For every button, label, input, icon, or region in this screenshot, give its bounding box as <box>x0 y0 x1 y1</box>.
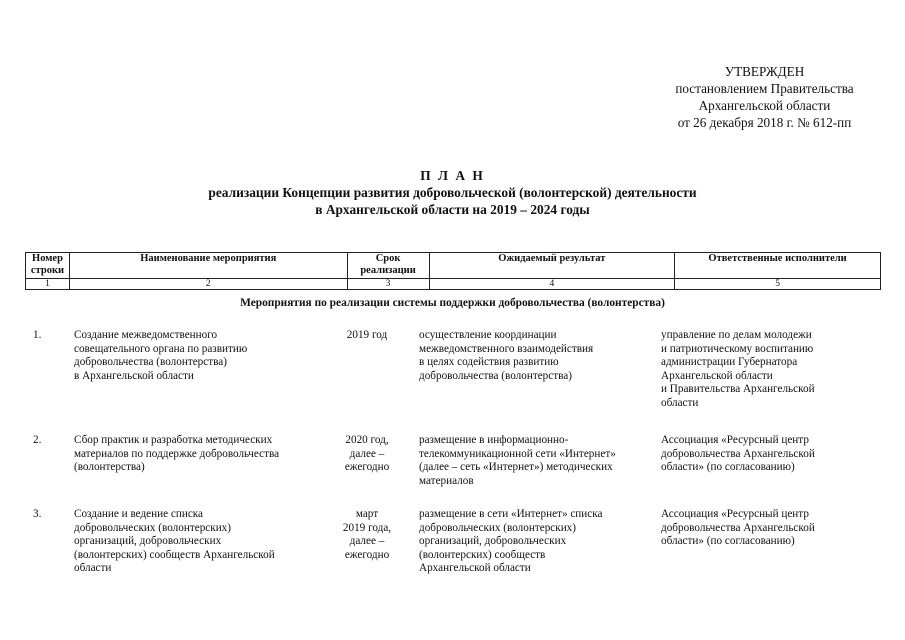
term-line: ежегодно <box>344 548 390 561</box>
executors-cell <box>661 434 876 475</box>
header-term: Срок реализации <box>347 253 429 279</box>
column-number: 2 <box>69 279 347 290</box>
term-line: 2020 год, <box>345 434 389 446</box>
expected-result-cell <box>419 329 654 383</box>
activity-name-line: (волонтерства) <box>74 461 145 473</box>
plan-heading: П Л А Н <box>420 168 485 183</box>
title-line: реализации Концепции развития добровольческой (волонтерской) деятельности <box>208 185 697 200</box>
row-number-line: 3. <box>33 508 42 520</box>
row-number-line: 1. <box>33 329 42 341</box>
expected-result-line: Архангельской области <box>419 562 531 574</box>
executors-line: и Правительства Архангельской <box>661 383 815 395</box>
executors-line: Ассоциация «Ресурсный центр <box>661 434 809 446</box>
expected-result-line: размещение в информационно- <box>419 434 569 446</box>
executors-cell <box>661 329 876 410</box>
expected-result-line: межведомственного взаимодействия <box>419 342 594 355</box>
term-cell <box>328 434 406 475</box>
approval-line: от 26 декабря 2018 г. № 612-пп <box>677 115 852 130</box>
executors-line: области <box>661 396 699 409</box>
term-cell <box>328 329 406 343</box>
header-expected-result: Ожидаемый результат <box>429 253 675 279</box>
executors-line: Ассоциация «Ресурсный центр <box>661 508 809 520</box>
expected-result-line: добровольческих (волонтерских) <box>419 521 576 534</box>
header-row-number: Номер строки <box>26 253 70 279</box>
expected-result-line: телекоммуникационной сети «Интернет» <box>419 447 616 460</box>
expected-result-line: осуществление координации <box>419 329 557 341</box>
executors-line: области» (по согласованию) <box>661 461 795 473</box>
executors-line: управление по делам молодежи <box>661 329 812 341</box>
executors-line: области» (по согласованию) <box>661 535 795 547</box>
term-cell <box>328 508 406 562</box>
activity-name-line: в Архангельской области <box>74 369 194 382</box>
row-number-cell <box>33 329 63 343</box>
activity-name-cell <box>74 434 319 475</box>
expected-result-line: (волонтерских) сообществ <box>419 548 546 561</box>
plan-table-header <box>25 252 881 290</box>
activity-name-line: области <box>74 562 112 574</box>
column-number: 1 <box>26 279 70 290</box>
header-executors: Ответственные исполнители <box>675 253 881 279</box>
term-line: далее – <box>349 535 385 547</box>
term-line: 2019 год <box>346 329 388 341</box>
column-number: 5 <box>675 279 881 290</box>
activity-name-cell <box>74 329 319 383</box>
activity-name-line: Создание межведомственного <box>74 329 218 341</box>
activity-name-line: (волонтерских) сообществ Архангельской <box>74 548 275 561</box>
activity-name-line: Сбор практик и разработка методических <box>74 434 273 446</box>
activity-name-line: Создание и ведение списка <box>74 508 204 520</box>
expected-result-line: добровольчества (волонтерства) <box>419 369 572 382</box>
activity-name-line: добровольческих (волонтерских) <box>74 521 231 534</box>
expected-result-line: размещение в сети «Интернет» списка <box>419 508 603 520</box>
expected-result-line: в целях содействия развитию <box>419 356 559 368</box>
term-line: март <box>355 508 379 520</box>
activity-name-line: материалов по поддержке добровольчества <box>74 447 280 460</box>
executors-cell <box>661 508 876 549</box>
row-number-cell <box>33 508 63 522</box>
term-line: далее – <box>349 447 385 460</box>
activity-name-line: добровольчества (волонтерства) <box>74 356 227 368</box>
activity-name-line: совещательного органа по развитию <box>74 342 248 355</box>
executors-line: добровольчества Архангельской <box>661 521 815 534</box>
row-number-cell <box>33 434 63 448</box>
approval-stamp <box>662 63 867 131</box>
expected-result-line: (далее – сеть «Интернет») методических <box>419 461 613 473</box>
executors-line: добровольчества Архангельской <box>661 447 815 460</box>
column-number: 4 <box>429 279 675 290</box>
section-title: Мероприятия по реализации системы поддержки добровольчества (волонтерства) <box>240 297 665 309</box>
approval-line: постановлением Правительства <box>675 81 854 96</box>
executors-line: Архангельской области <box>661 369 773 382</box>
term-line: ежегодно <box>344 461 390 473</box>
expected-result-cell <box>419 434 654 488</box>
executors-line: администрации Губернатора <box>661 356 798 368</box>
column-number: 3 <box>347 279 429 290</box>
expected-result-line: материалов <box>419 474 474 487</box>
approval-line: Архангельской области <box>698 98 831 113</box>
approval-line: УТВЕРЖДЕН <box>724 64 805 79</box>
expected-result-line: организаций, добровольческих <box>419 535 567 547</box>
executors-line: и патриотическому воспитанию <box>661 342 814 355</box>
activity-name-cell <box>74 508 319 576</box>
header-activity-name: Наименование мероприятия <box>69 253 347 279</box>
document-title <box>0 167 905 218</box>
row-number-line: 2. <box>33 434 42 446</box>
activity-name-line: организаций, добровольческих <box>74 535 222 547</box>
expected-result-cell <box>419 508 654 576</box>
title-line: в Архангельской области на 2019 – 2024 годы <box>315 202 590 217</box>
term-line: 2019 года, <box>342 521 392 534</box>
